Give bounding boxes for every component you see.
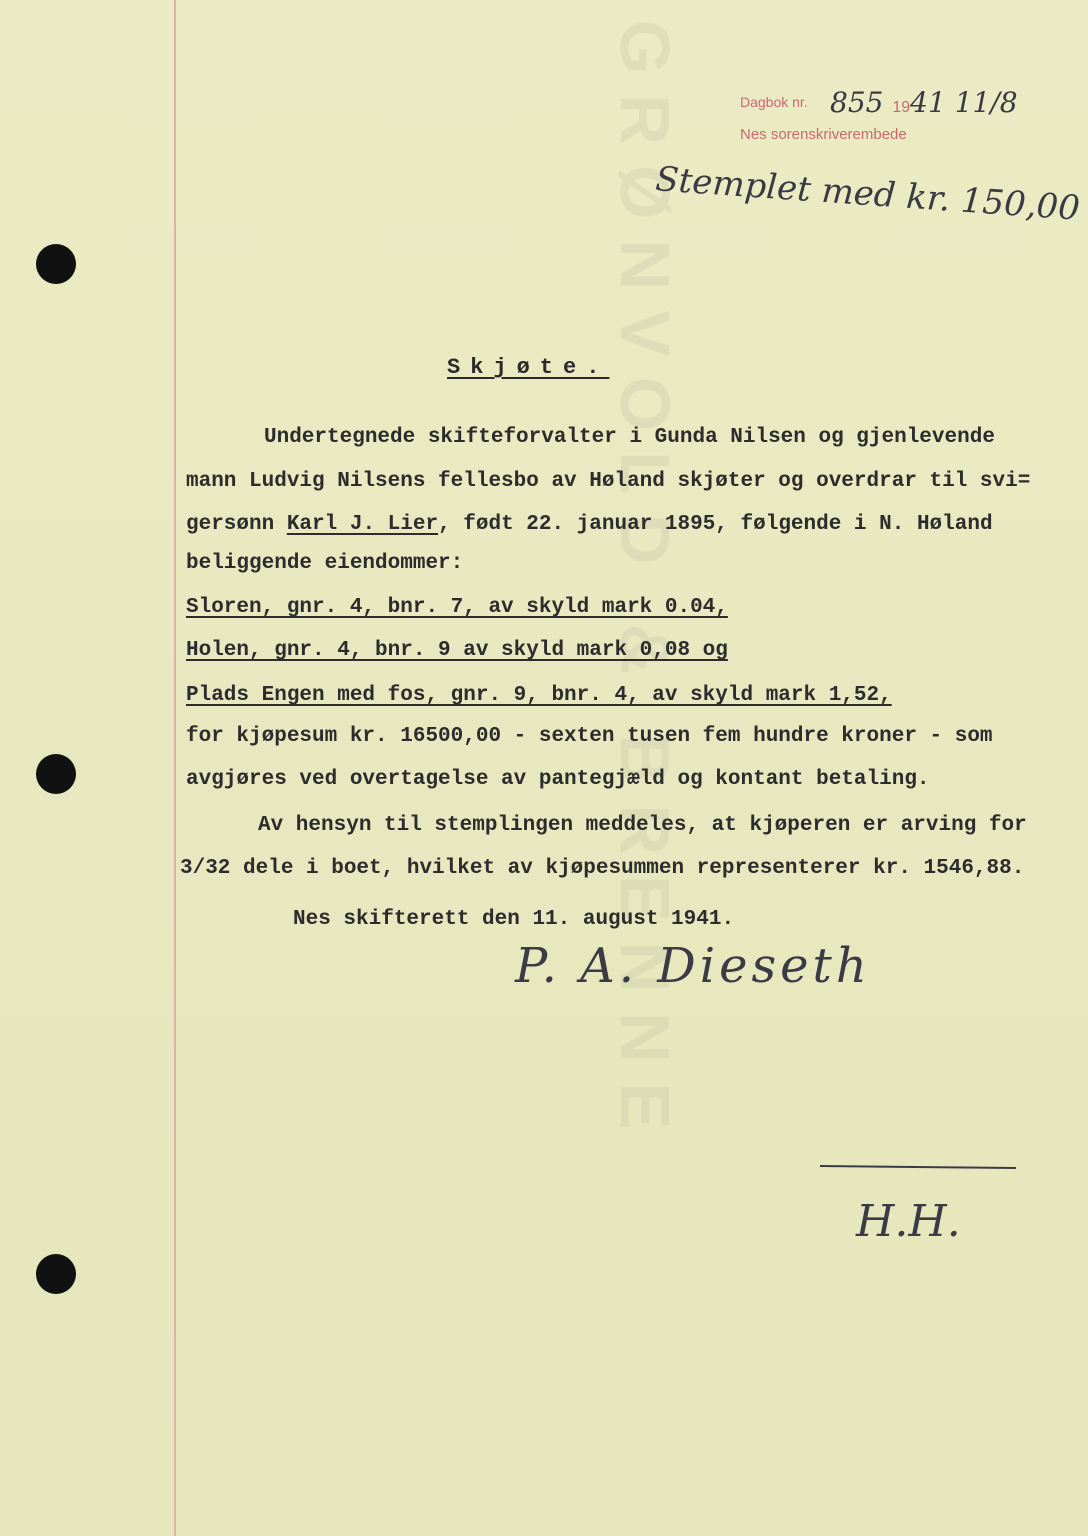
signature: P. A. Dieseth bbox=[515, 938, 871, 994]
journal-date: 11/8 bbox=[954, 86, 1018, 119]
punch-hole bbox=[36, 244, 76, 284]
body-line: beliggende eiendommer: bbox=[186, 552, 464, 575]
document-title: Skjøte. bbox=[447, 355, 610, 380]
signature-rule bbox=[820, 1165, 1016, 1169]
property-line: Plads Engen med fos, gnr. 9, bnr. 4, av skyld mark 1,52, bbox=[186, 684, 892, 707]
journal-stamp-entry bbox=[830, 86, 1018, 119]
journal-stamp-office: Nes sorenskriverembede bbox=[740, 126, 907, 143]
body-line: avgjøres ved overtagelse av pantegjæld og kontant betaling. bbox=[186, 768, 930, 791]
body-line: for kjøpesum kr. 16500,00 - sexten tusen fem hundre kroner - som bbox=[186, 725, 993, 748]
body-line bbox=[186, 513, 993, 536]
body-line-part: gersønn bbox=[186, 513, 287, 536]
property-line: Sloren, gnr. 4, bnr. 7, av skyld mark 0.04, bbox=[186, 596, 728, 619]
body-line: Av hensyn til stemplingen meddeles, at kjøperen er arving for bbox=[258, 814, 1027, 837]
handwritten-fee-note: Stemplet med kr. 150,00 bbox=[654, 159, 1082, 229]
body-line-part: , født 22. januar 1895, følgende i N. Høland bbox=[438, 513, 993, 536]
year-prefix: 19 bbox=[892, 99, 911, 116]
body-line: Undertegnede skifteforvalter i Gunda Nilsen og gjenlevende bbox=[264, 426, 995, 449]
punch-hole bbox=[36, 754, 76, 794]
year-suffix: 41 bbox=[910, 86, 946, 119]
body-line: mann Ludvig Nilsens fellesbo av Høland skjøter og overdrar til svi= bbox=[186, 470, 1031, 493]
journal-number: 855 bbox=[830, 86, 884, 119]
body-line: 3/32 dele i boet, hvilket av kjøpesummen representerer kr. 1546,88. bbox=[180, 857, 1025, 880]
buyer-name: Karl J. Lier bbox=[286, 513, 439, 536]
place-date-line: Nes skifterett den 11. august 1941. bbox=[293, 908, 735, 931]
journal-stamp-label: Dagbok nr. bbox=[740, 94, 808, 110]
punch-hole bbox=[36, 1254, 76, 1294]
initials: H.H. bbox=[856, 1196, 961, 1247]
watermark: GRØNVOLD & BRENNE bbox=[606, 20, 684, 1150]
margin-line bbox=[174, 0, 176, 1536]
property-line: Holen, gnr. 4, bnr. 9 av skyld mark 0,08 og bbox=[186, 639, 728, 662]
